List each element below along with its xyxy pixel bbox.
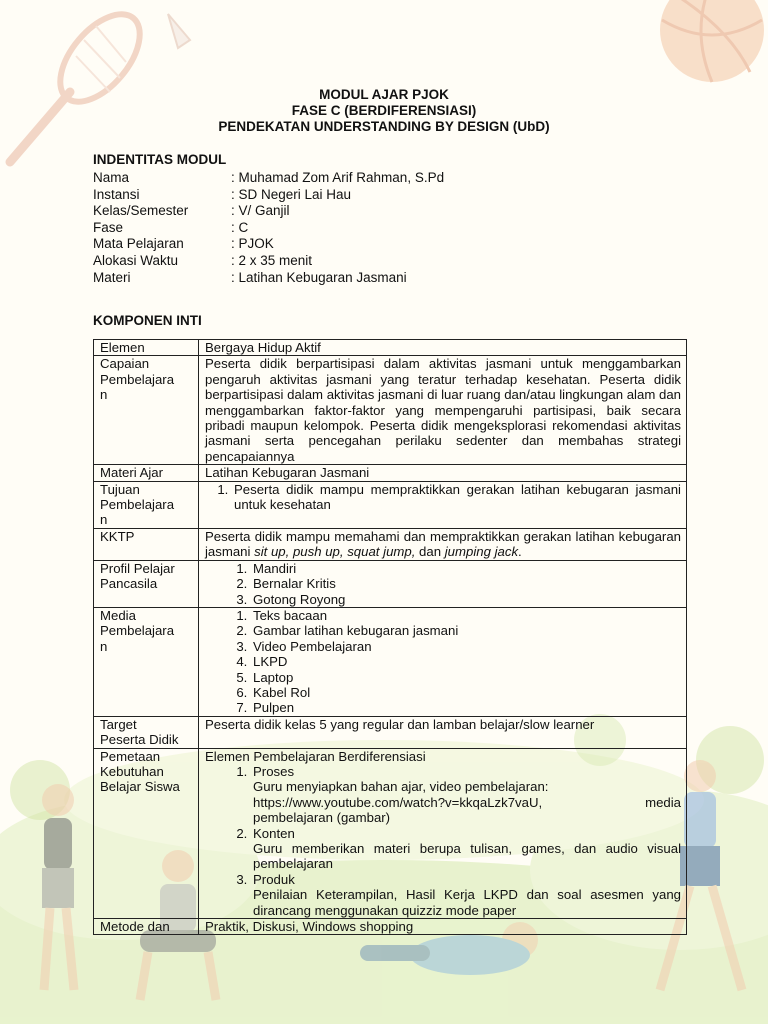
row-label: Profil Pelajar Pancasila [94,560,199,607]
kktp-exercise: jumping jack [444,544,519,560]
title-line-2: FASE C (BERDIFERENSIASI) [291,103,477,118]
core-components-table [93,339,687,935]
identity-value: : 2 x 35 menit [231,252,313,268]
identity-value: : SD Negeri Lai Hau [231,186,352,202]
identity-row [93,203,444,220]
list-item: 3. Video Pembelajaran [251,639,681,654]
table-row [94,748,687,918]
item-text [253,795,681,810]
objective-list [205,482,681,513]
identity-label: Materi [93,269,131,285]
list-item: 4. LKPD [251,654,681,669]
row-label: Pemetaan Kebutuhan Belajar Siswa [94,748,199,918]
row-value [199,560,687,607]
core-heading: KOMPONEN INTI [93,313,202,328]
table-row [94,340,687,356]
row-label: Elemen [94,340,199,356]
list-item: 3. Gotong Royong [251,592,681,607]
row-value [199,607,687,716]
row-label: Target Peserta Didik [94,716,199,748]
identity-label: Kelas/Semester [93,203,189,219]
kktp-text: dan [415,544,445,560]
kktp-text: Peserta didik mampu memahami dan mempraktikkan gerakan latihan kebugaran jasmani [205,528,681,560]
differentiation-list [205,764,681,918]
item-title: 2. Konten [253,825,295,841]
row-value: Bergaya Hidup Aktif [199,340,687,356]
table-row [94,356,687,465]
identity-row [93,187,444,204]
identity-list [93,170,444,286]
row-label: Metode dan [94,919,199,935]
differentiation-intro: Elemen Pembelajaran Berdiferensiasi [205,748,426,764]
list-item: 5. Laptop [251,670,681,685]
row-label: Materi Ajar [94,465,199,481]
row-value [199,748,687,918]
table-row [94,919,687,935]
proses-text: Guru menyiapkan bahan ajar, video pembelajaran: [253,779,549,795]
row-label: Tujuan Pembelajara n [94,481,199,528]
identity-label: Nama [93,170,130,185]
video-link[interactable]: https://www.youtube.com/watch?v=kkqaLzk7vaU, [253,794,543,810]
identity-value: : Latihan Kebugaran Jasmani [231,269,407,285]
identity-row [93,220,444,237]
row-value: Latihan Kebugaran Jasmani [199,465,687,481]
item-text [253,779,681,794]
list-item [251,826,681,872]
table-row [94,528,687,560]
identity-value: : V/ Ganjil [231,203,290,219]
identity-value: : C [231,219,249,235]
identity-value: : PJOK [231,236,274,252]
item-text: pembelajaran (gambar) [253,810,391,826]
row-label: Media Pembelajara n [94,607,199,716]
identity-row [93,236,444,253]
identity-label: Alokasi Waktu [93,252,179,268]
media-list [205,608,681,716]
kktp-exercises: sit up, push up, squat jump, [254,544,416,560]
identity-row [93,253,444,270]
identity-heading: INDENTITAS MODUL [93,152,227,167]
row-value [199,481,687,528]
identity-row [93,270,444,287]
identity-value: : Muhamad Zom Arif Rahman, S.Pd [231,170,445,185]
profile-list [205,561,681,607]
identity-label: Mata Pelajaran [93,236,184,252]
list-item: 2. Bernalar Kritis [251,576,681,591]
row-value: Praktik, Diskusi, Windows shopping [199,919,687,935]
table-row [94,465,687,481]
identity-label: Instansi [93,186,140,202]
list-item: 1. Mandiri [251,561,681,576]
list-item [251,764,681,826]
item-text: Penilaian Keterampilan, Hasil Kerja LKPD dan soal asesmen yang dirancang menggunakan quizziz mode paper [253,887,681,918]
identity-row [93,170,444,187]
list-item: 2. Gambar latihan kebugaran jasmani [251,623,681,638]
row-label: Capaian Pembelajara n [94,356,199,465]
title-line-1: MODUL AJAR PJOK [319,87,449,102]
row-value: Peserta didik kelas 5 yang regular dan lamban belajar/slow learner [199,716,687,748]
table-row [94,716,687,748]
title-line-3: PENDEKATAN UNDERSTANDING BY DESIGN (UbD) [218,119,550,134]
list-item [251,872,681,918]
table-row [94,481,687,528]
row-value [199,528,687,560]
document-title [0,87,768,135]
proses-media: media [645,794,681,810]
item-title: 1. Proses [253,763,295,779]
table-row [94,607,687,716]
identity-label: Fase [93,219,124,235]
row-label: KKTP [94,528,199,560]
item-title: 3. Produk [253,871,295,887]
kktp-text: . [518,544,522,560]
item-text: Guru memberikan materi berupa tulisan, games, dan audio visual pembelajaran [253,841,681,872]
list-item: 1. Teks bacaan [251,608,681,623]
list-item: 1. Peserta didik mampu mempraktikkan gerakan latihan kebugaran jasmani untuk kesehatan [232,482,681,513]
list-item: 7. Pulpen [251,700,681,715]
list-item: 6. Kabel Rol [251,685,681,700]
table-row [94,560,687,607]
row-value: Peserta didik berpartisipasi dalam aktivitas jasmani untuk menggambarkan pengaruh aktivitas jasmani yang teratur terhadap kesehatan. Peserta didik berpartisipasi dalam aktivitas jasmani di luar ruang dan/atau lingkungan alam dan menggambarkan faktor-faktor yang mempengaruhi partisipasi, baik secara pribadi maupun kelompok. Peserta didik mengeksplorasi rekomendasi aktivitas jasmani serta pencegahan perilaku sedenter dan membahas strategi pencapaiannya [199,356,687,465]
